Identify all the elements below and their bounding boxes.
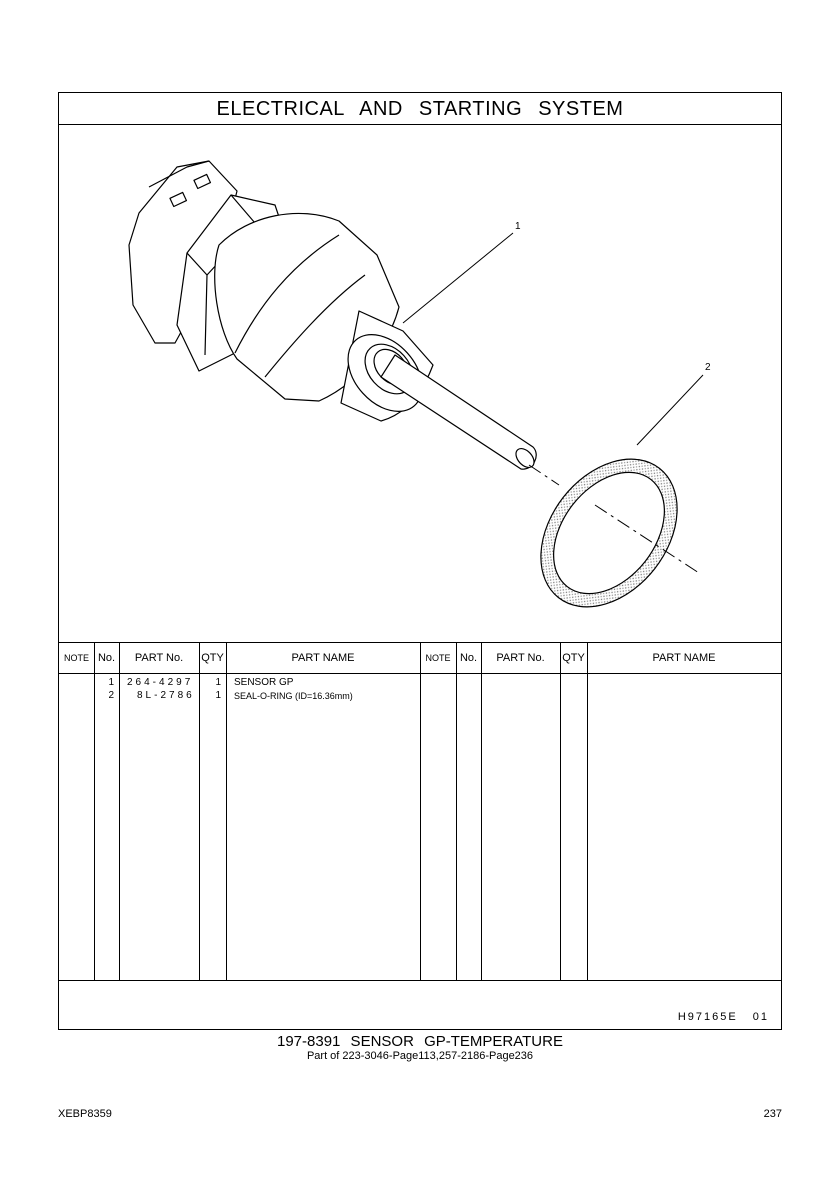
section-title: ELECTRICAL AND STARTING SYSTEM — [59, 93, 781, 125]
illustration-code: H97165E 01 — [677, 1011, 769, 1023]
group-caption-subtitle: Part of 223-3046-Page113,257-2186-Page236 — [306, 1050, 534, 1062]
header-part-name-right: PART NAME — [652, 652, 716, 664]
header-part-no-right: PART No. — [496, 652, 545, 664]
sensor-probe — [381, 355, 536, 469]
row-1-part-name: SENSOR GP — [234, 677, 294, 688]
callout-leader-2 — [637, 375, 703, 445]
row-1-qty: 1 — [215, 677, 221, 688]
o-ring-seal — [513, 433, 705, 634]
row-2-part-name: SEAL-O-RING (ID=16.36mm) — [234, 691, 353, 701]
group-caption-title: 197-8391 SENSOR GP-TEMPERATURE — [277, 1033, 563, 1050]
callout-label-1: 1 — [515, 221, 521, 232]
exploded-view-drawing — [59, 125, 781, 643]
header-note-left: NOTE — [63, 653, 89, 663]
header-qty-left: QTY — [201, 652, 224, 664]
illustration-footer — [59, 980, 781, 1030]
header-no-left: No. — [97, 652, 116, 664]
header-no-right: No. — [459, 652, 478, 664]
header-part-name-left: PART NAME — [291, 652, 355, 664]
row-1-no: 1 — [108, 677, 114, 688]
row-2-qty: 1 — [215, 690, 221, 701]
header-qty-right: QTY — [562, 652, 585, 664]
row-2-no: 2 — [108, 690, 114, 701]
parts-table-body — [59, 674, 781, 980]
callout-leader-1 — [403, 233, 513, 323]
header-note-right: NOTE — [425, 653, 451, 663]
parts-page-frame — [58, 92, 782, 1030]
header-part-no-left: PART No. — [134, 652, 184, 664]
callout-label-2: 2 — [705, 362, 711, 373]
row-1-part-no: 264-4297 — [127, 677, 194, 688]
row-2-part-no: 8L-2786 — [137, 690, 195, 701]
document-id: XEBP8359 — [58, 1108, 112, 1120]
page-number: 237 — [763, 1108, 782, 1120]
